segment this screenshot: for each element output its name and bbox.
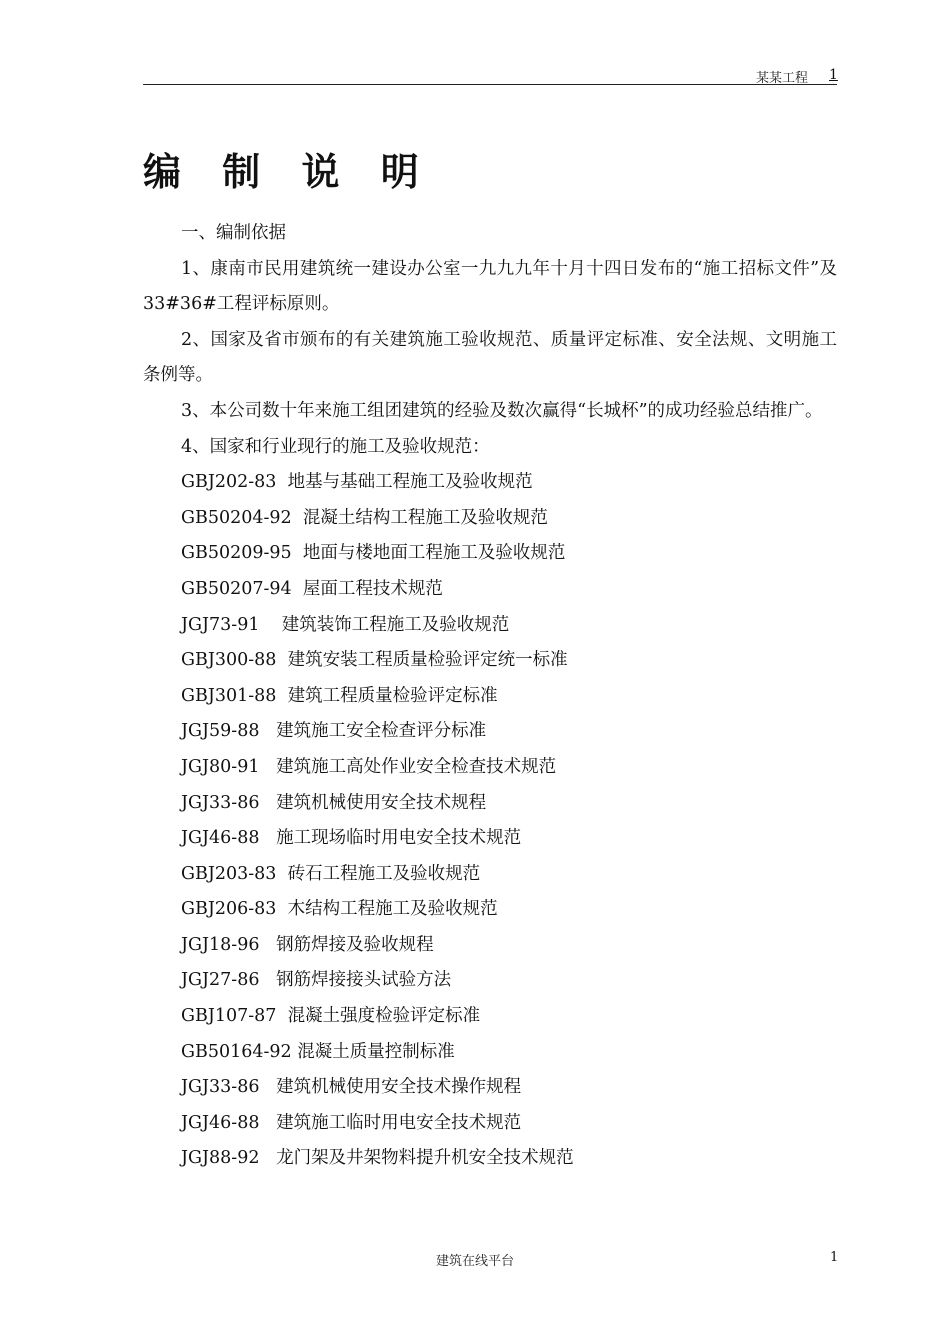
standard-item: JGJ46-88 建筑施工临时用电安全技术规范 bbox=[181, 1112, 522, 1133]
standard-item: GBJ206-83 木结构工程施工及验收规范 bbox=[181, 899, 498, 920]
standard-item: GB50164-92 混凝土质量控制标准 bbox=[181, 1041, 455, 1062]
header-page-number: 1 bbox=[829, 67, 838, 83]
footer-page-number: 1 bbox=[830, 1250, 839, 1265]
standard-item: JGJ73-91 建筑装饰工程施工及验收规范 bbox=[181, 614, 510, 635]
standard-item: JGJ27-86 钢筋焊接接头试验方法 bbox=[181, 970, 452, 991]
standard-item: JGJ33-86 建筑机械使用安全技术操作规程 bbox=[181, 1077, 522, 1098]
standard-item: JGJ33-86 建筑机械使用安全技术规程 bbox=[181, 792, 487, 813]
section-heading: 一、编制依据 bbox=[181, 223, 286, 243]
standard-item: GB50207-94 屋面工程技术规范 bbox=[181, 578, 443, 599]
paragraph-1: 1、康南市民用建筑统一建设办公室一九九九年十月十四日发布的“施工招标文件”及33#36#工程评标原则。 bbox=[143, 258, 837, 315]
paragraph-2: 2、国家及省市颁布的有关建筑施工验收规范、质量评定标准、安全法规、文明施工条例等。 bbox=[143, 329, 837, 386]
document-body bbox=[143, 216, 837, 1177]
standard-item: GBJ202-83 地基与基础工程施工及验收规范 bbox=[181, 472, 533, 493]
paragraph-3: 3、本公司数十年来施工组团建筑的经验及数次赢得“长城杯”的成功经验总结推广。 bbox=[181, 400, 823, 421]
standard-item: JGJ80-91 建筑施工高处作业安全检查技术规范 bbox=[181, 756, 557, 777]
standard-item: JGJ88-92 龙门架及井架物料提升机安全技术规范 bbox=[181, 1148, 574, 1169]
standard-item: GB50204-92 混凝土结构工程施工及验收规范 bbox=[181, 507, 548, 528]
header-divider bbox=[143, 84, 837, 85]
standard-item: GBJ107-87 混凝土强度检验评定标准 bbox=[181, 1006, 481, 1027]
standards-list bbox=[143, 465, 837, 1177]
standard-item: GBJ301-88 建筑工程质量检验评定标准 bbox=[181, 685, 498, 706]
standard-item: JGJ46-88 施工现场临时用电安全技术规范 bbox=[181, 828, 522, 849]
paragraph-4: 4、国家和行业现行的施工及验收规范： bbox=[181, 436, 490, 457]
standard-item: GBJ203-83 砖石工程施工及验收规范 bbox=[181, 863, 481, 884]
standard-item: JGJ18-96 钢筋焊接及验收规程 bbox=[181, 934, 434, 955]
standard-item: GB50209-95 地面与楼地面工程施工及验收规范 bbox=[181, 543, 566, 564]
document-title: 编 制 说 明 bbox=[143, 149, 433, 194]
standard-item: GBJ300-88 建筑安装工程质量检验评定统一标准 bbox=[181, 650, 568, 671]
standard-item: JGJ59-88 建筑施工安全检查评分标准 bbox=[181, 721, 487, 742]
header-title: 某某工程 bbox=[755, 71, 808, 86]
footer-text: 建筑在线平台 bbox=[435, 1254, 514, 1269]
